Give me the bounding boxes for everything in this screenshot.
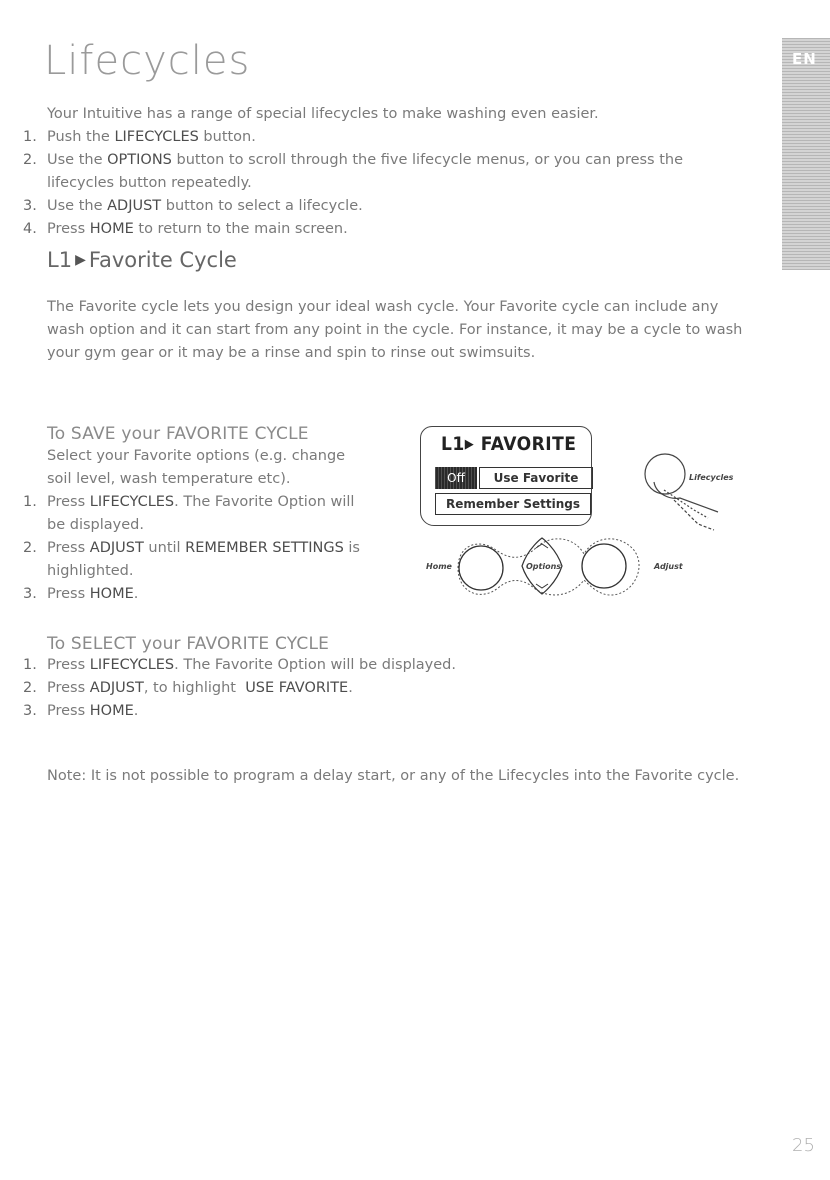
language-side-tab [782,38,830,270]
options-label: Options [526,562,562,571]
adjust-button-icon [582,544,626,588]
lcd-remember-settings-option: Remember Settings [435,493,591,515]
step-text: Press HOME to return to the main screen. [47,221,348,237]
step-number: 1. [23,129,37,145]
lcd-title: L1▶ FAVORITE [441,433,577,455]
lcd-use-favorite-option: Use Favorite [479,467,593,489]
page-title: Lifecycles [44,38,251,84]
lcd-off-option: Off [435,467,477,489]
save-heading: To SAVE your FAVORITE CYCLE [47,424,309,444]
intro-block [23,103,747,241]
save-block [23,424,377,606]
adjust-label: Adjust [654,562,683,571]
select-block [23,634,747,723]
home-button-icon [459,546,503,590]
intro-step [23,149,747,195]
language-tab-label: EN [792,50,817,68]
step-text: Use the ADJUST button to select a lifecycle. [47,198,363,214]
intro-step [23,126,747,149]
select-step: 1. Press LIFECYCLES. The Favorite Option will be displayed. [23,657,456,673]
control-panel-diagram [418,420,734,605]
save-step: 3. Press HOME. [23,586,139,602]
step-number: 2. [23,152,37,168]
page-number: 25 [792,1135,815,1156]
home-label: Home [426,562,452,571]
step-number: 4. [23,221,37,237]
intro-step [23,218,747,241]
lifecycles-button-icon [645,454,685,494]
save-step: 2. Press ADJUST until REMEMBER SETTINGS is highlighted. [23,540,360,579]
section-heading: L1 ▶ Favorite Cycle [47,248,237,272]
intro-text: Your Intuitive has a range of special lifecycles to make washing even easier. [47,106,599,122]
select-heading: To SELECT your FAVORITE CYCLE [47,634,330,654]
step-text: Use the OPTIONS button to scroll through the five lifecycle menus, or you can press the lifecycles button repeatedly. [47,152,684,191]
note-text: Note: It is not possible to program a delay start, or any of the Lifecycles into the Favorite cycle. [47,768,740,784]
intro-step [23,195,747,218]
lifecycles-label: Lifecycles [689,473,734,482]
save-step: 1. Press LIFECYCLES. The Favorite Option will be displayed. [23,494,355,533]
select-step: 3. Press HOME. [23,703,139,719]
step-text: Push the LIFECYCLES button. [47,129,256,145]
buttons-illustration [418,420,723,605]
section-body: The Favorite cycle lets you design your ideal wash cycle. Your Favorite cycle can include any wash option and it can start from any point in the cycle. For instance, it may be a cycle to wash your gym gear or it may be a rinse and spin to rinse out swimsuits. [47,299,743,361]
finger-icon [654,482,718,512]
save-intro: Select your Favorite options (e.g. change soil level, wash temperature etc). [47,448,346,487]
step-number: 3. [23,198,37,214]
select-step: 2. Press ADJUST, to highlight USE FAVORITE. [23,680,353,696]
